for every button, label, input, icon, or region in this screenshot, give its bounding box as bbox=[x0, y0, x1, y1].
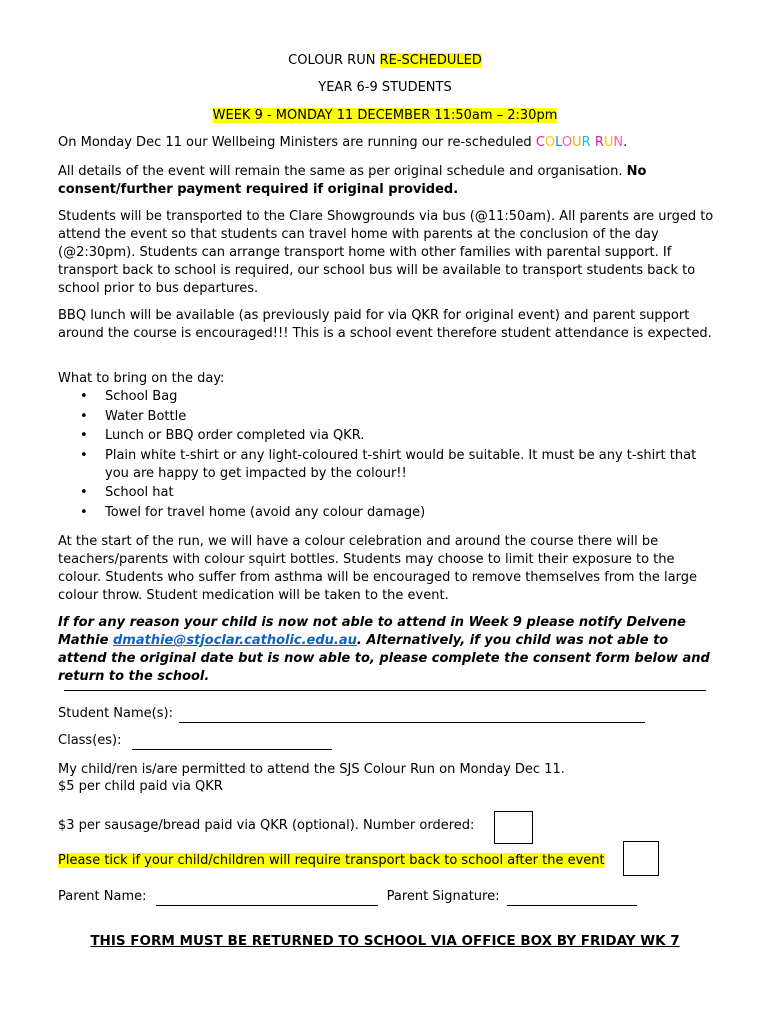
title-highlight: RE-SCHEDULED bbox=[379, 53, 482, 68]
class-input-line[interactable] bbox=[132, 735, 332, 750]
class-label: Class(es): bbox=[58, 733, 122, 748]
event-date-text: WEEK 9 - MONDAY 11 DECEMBER 11:50am – 2:30pm bbox=[212, 108, 558, 123]
student-name-input-line[interactable] bbox=[179, 708, 645, 723]
parent-fields bbox=[58, 888, 637, 906]
list-item: • School hat bbox=[58, 484, 718, 502]
parent-name-label: Parent Name: bbox=[58, 889, 147, 904]
permission-line-1: My child/ren is/are permitted to attend the SJS Colour Run on Monday Dec 11. bbox=[58, 762, 565, 777]
bbq-paragraph: BBQ lunch will be available (as previously paid for via QKR for original event) and parent support around the course is encouraged!!! This is a school event therefore student attendance is expected. bbox=[58, 308, 712, 341]
details-text: All details of the event will remain the same as per original schedule and organisation. bbox=[58, 164, 627, 179]
transport-checkbox[interactable] bbox=[623, 841, 659, 876]
list-item: • Towel for travel home (avoid any colour damage) bbox=[58, 504, 718, 522]
colour-run-letter: U bbox=[603, 135, 614, 150]
transport-tick-text: Please tick if your child/children will require transport back to school after the event bbox=[58, 853, 605, 868]
colour-run-letter: U bbox=[572, 135, 582, 150]
colour-run-word bbox=[536, 135, 623, 150]
notice-paragraph bbox=[58, 614, 718, 686]
return-instruction: THIS FORM MUST BE RETURNED TO SCHOOL VIA OFFICE BOX BY FRIDAY WK 7 bbox=[90, 933, 680, 949]
notice-text-1: If for any reason your child is now not able to attend in Week 9 please notify Delvene Mathie bbox=[58, 615, 686, 648]
student-name-field bbox=[58, 705, 645, 723]
colour-run-letter: C bbox=[535, 135, 545, 150]
event-date-line bbox=[0, 108, 770, 123]
parent-name-input-line[interactable] bbox=[156, 891, 378, 906]
intro-text: On Monday Dec 11 our Wellbeing Ministers are running our re-scheduled bbox=[58, 135, 536, 150]
form-divider bbox=[64, 690, 706, 691]
page-subtitle: YEAR 6-9 STUDENTS bbox=[318, 80, 452, 95]
class-field bbox=[58, 732, 332, 750]
title-prefix: COLOUR RUN bbox=[288, 53, 380, 68]
parent-signature-input-line[interactable] bbox=[507, 891, 637, 906]
transport-tick-label bbox=[58, 852, 605, 870]
list-item: • Water Bottle bbox=[58, 408, 718, 426]
sausage-number-box[interactable] bbox=[494, 811, 533, 844]
bring-heading: What to bring on the day: bbox=[58, 371, 225, 386]
bring-list bbox=[58, 388, 718, 523]
details-bold-text: No consent/further payment required if original provided. bbox=[58, 164, 647, 197]
parent-signature-label: Parent Signature: bbox=[386, 889, 500, 904]
page-title bbox=[0, 53, 770, 68]
start-paragraph: At the start of the run, we will have a colour celebration and around the course there will be teachers/parents with colour squirt bottles. Students may choose to limit their exposure to the colour. Students who suffer from asthma will be encouraged to remove themselves from the large colour throw. Student medication will be taken to the event. bbox=[58, 534, 697, 603]
transport-paragraph: Students will be transported to the Clare Showgrounds via bus (@11:50am). All parents are urged to attend the event so that students can travel home with parents at the conclusion of the day (@2:30pm). Students can arrange transport home with other families with parental support. If transport back to school is required, our school bus will be available to transport students back to school prior to bus departures. bbox=[58, 209, 714, 296]
details-paragraph bbox=[58, 163, 718, 199]
list-item: • Lunch or BBQ order completed via QKR. bbox=[58, 427, 718, 445]
intro-end: . bbox=[623, 135, 628, 150]
intro-paragraph bbox=[58, 134, 718, 152]
email-link[interactable]: dmathie@stjoclar.catholic.edu.au bbox=[112, 633, 357, 648]
colour-run-letter: N bbox=[613, 135, 624, 150]
list-item: • School Bag bbox=[58, 388, 718, 406]
colour-run-letter: L bbox=[555, 135, 562, 150]
list-item: • Plain white t-shirt or any light-coloured t-shirt would be suitable. It must be any t-shirt that you are happy to get impacted by the colour!! bbox=[58, 447, 718, 483]
colour-run-letter: O bbox=[561, 135, 573, 150]
colour-run-letter: R bbox=[594, 135, 604, 150]
permission-line-2: $5 per child paid via QKR bbox=[58, 779, 223, 794]
colour-run-letter: R bbox=[581, 135, 591, 150]
sausage-order-label: $3 per sausage/bread paid via QKR (optional). Number ordered: bbox=[58, 818, 475, 833]
notice-text-2: . Alternatively, if you child was not able to attend the original date but is now able to, please complete the consent form below and return to the school. bbox=[58, 633, 710, 684]
colour-run-letter: O bbox=[544, 135, 556, 150]
student-name-label: Student Name(s): bbox=[58, 706, 173, 721]
